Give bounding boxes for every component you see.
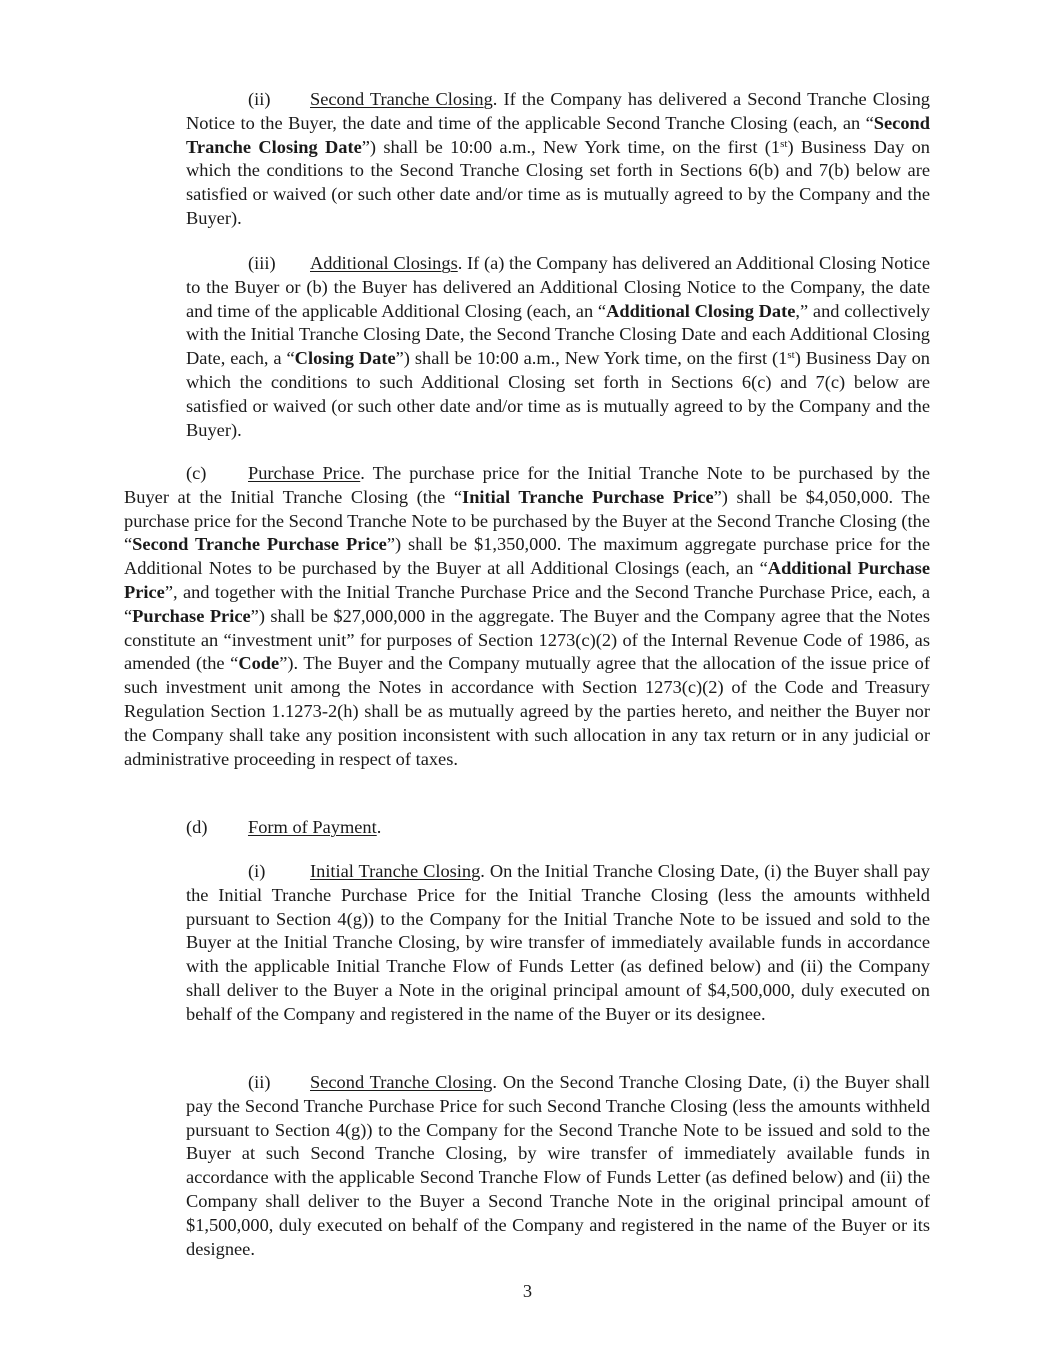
superscript: st (780, 137, 788, 150)
body-text: ”) shall be 10:00 a.m., New York time, on the first (1 (395, 348, 788, 369)
body-text: . If (a) the Company has delivered an Additional Closing Notice to the Buyer or (b) the Buyer has delivered an Additional Closing Notice to the Company, the date and time of the applicable Additional Closing (each, an “ (186, 253, 930, 321)
body-text: . On the Second Tranche Closing Date, (i) the Buyer shall pay the Second Tranche Purchase Price for such Second Tranche Closing (less the amounts withheld pursuant to Section 4(g)) to the Company for the Second Tranche Note to be issued and sold to the Buyer at such Second Tranche Closing, by wire transfer of immediately available funds in accordance with the applicable Second Tranche Flow of Funds Letter (as defined below) and (ii) the Company shall deliver to the Buyer a Second Tranche Note in the original principal amount of $1,500,000, duly executed on behalf of the Company and registered in the name of the Buyer or its designee. (186, 1072, 930, 1259)
body-text: ) Business Day on which the conditions to such Additional Closing set forth in Sections 6(c) and 7(c) below are satisfied or waived (or such other date and/or time as is mutually agreed to by the Company and the Buyer). (186, 348, 930, 440)
body-text: . (376, 817, 382, 837)
body-text: ) Business Day on which the conditions to the Second Tranche Closing set forth in Sections 6(b) and 7(b) below are satisfied or waived (or such other date and/or time as is mutually agreed to by the Company and the Buyer). (186, 136, 931, 228)
page-number: 3 (522, 1281, 533, 1301)
defined-term: Second Tranche Purchase Price (132, 534, 387, 555)
section-heading: Additional Closings (310, 253, 458, 273)
body-text: . On the Initial Tranche Closing Date, (i) the Buyer shall pay the Initial Tranche Purchase Price for the Initial Tranche Closing (less the amounts withheld pursuant to Section 4(g)) to the Company for the Initial Tranche Note to be issued and sold to the Buyer at the Initial Tranche Closing, by wire transfer of immediately available funds in accordance with the applicable Initial Tranche Flow of Funds Letter (as defined below) and (ii) the Company shall deliver to the Buyer a Note in the original principal amount of $4,500,000, duly executed on behalf of the Company and registered in the name of the Buyer or its designee. (186, 861, 930, 1024)
section-heading: Purchase Price (248, 463, 361, 483)
paragraph-d-ii (186, 1071, 930, 1261)
section-label: (d) (186, 817, 208, 837)
defined-term: Code (238, 653, 280, 674)
defined-term: Purchase Price (132, 605, 251, 626)
body-text: . The purchase price for the Initial Tranche Note to be purchased by the Buyer at the Initial Tranche Closing (the “ (124, 463, 930, 507)
paragraph-d-i (186, 860, 930, 1027)
paragraph-b-ii (186, 88, 930, 231)
defined-term: Additional Purchase Price (124, 558, 930, 602)
body-text: ”). The Buyer and the Company mutually agree that the allocation of the issue price of such investment unit among the Notes in accordance with Section 1273(c)(2) of the Code and Treasury Regulation Section 1.1273-2(h) shall be as mutually agreed by the parties hereto, and neither the Buyer nor the Company shall take any position inconsistent with such allocation in any tax return or in any judicial or administrative proceeding in respect of taxes. (124, 653, 930, 769)
section-heading: Form of Payment (248, 817, 377, 837)
body-text: ”) shall be $1,350,000. The maximum aggregate purchase price for the Additional Notes to be purchased by the Buyer at all Additional Closings (each, an “ (124, 534, 930, 579)
section-label: (c) (186, 463, 207, 483)
section-label: (iii) (248, 253, 276, 273)
body-text: ”) shall be $27,000,000 in the aggregate. The Buyer and the Company agree that the Notes constitute an “investment unit” for purposes of Section 1273(c)(2) of the Internal Revenue Code of 1986, as amended (the “ (124, 605, 930, 674)
defined-term: Additional Closing Date (606, 300, 796, 321)
body-text: ”) shall be 10:00 a.m., New York time, on the first (1 (361, 136, 781, 157)
section-label: (ii) (248, 1072, 271, 1092)
section-heading: Second Tranche Closing (310, 89, 493, 109)
defined-term: Closing Date (294, 348, 396, 369)
defined-term: Initial Tranche Purchase Price (462, 486, 714, 507)
section-heading: Second Tranche Closing (310, 1072, 493, 1092)
body-text: ”, and together with the Initial Tranche Purchase Price and the Second Tranche Purchase Price, each, a “ (124, 581, 930, 626)
body-text: ,” and collectively with the Initial Tranche Closing Date, the Second Tranche Closing Date and each Additional Closing Date, each, a “ (186, 300, 931, 369)
section-label: (i) (248, 861, 266, 881)
section-heading: Initial Tranche Closing (310, 861, 481, 881)
paragraph-c (124, 462, 930, 771)
superscript: st (787, 349, 795, 362)
body-text: . If the Company has delivered a Second Tranche Closing Notice to the Buyer, the date and time of the applicable Second Tranche Closing (each, an “ (186, 89, 930, 133)
paragraph-b-iii (186, 252, 930, 442)
section-label: (ii) (248, 89, 271, 109)
defined-term: Second Tranche Closing Date (186, 112, 930, 157)
paragraph-d (124, 816, 930, 840)
body-text: ”) shall be $4,050,000. The purchase price for the Second Tranche Note to be purchased by the Buyer at the Second Tranche Closing (the “ (124, 486, 931, 555)
